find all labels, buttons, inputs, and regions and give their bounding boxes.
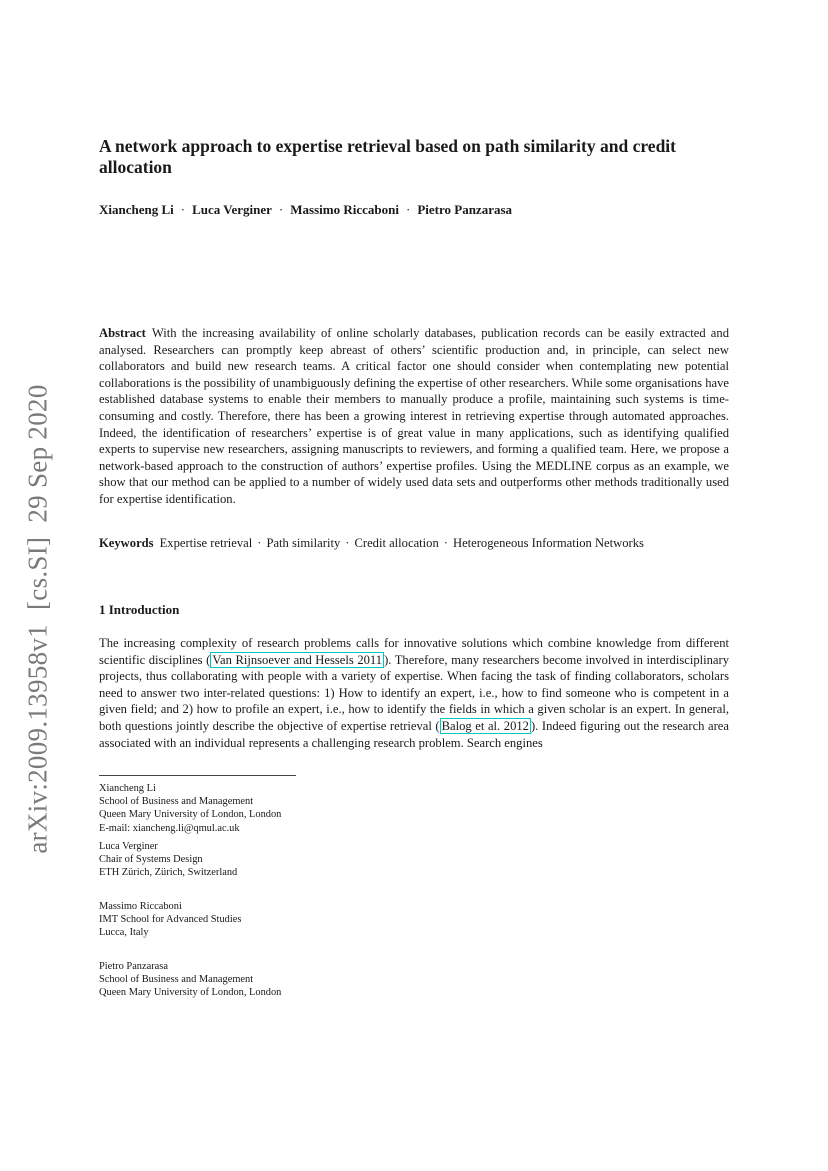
arxiv-category: [cs.SI]	[22, 536, 53, 611]
footnote-divider	[99, 775, 296, 776]
arxiv-id: arXiv:2009.13958v1	[22, 624, 53, 854]
affiliation-line: Queen Mary University of London, London	[99, 809, 282, 821]
arxiv-identifier-stamp	[23, 370, 54, 853]
affiliation-block	[99, 782, 399, 835]
affiliation-email: E-mail: xiancheng.li@qmul.ac.uk	[99, 822, 240, 834]
affiliation-name: Pietro Panzarasa	[99, 961, 168, 972]
abstract-text: With the increasing availability of online scholarly databases, publication records can be easily extracted and analysed. Researchers can promptly keep abreast of others’ scientific production and, in principle, can select new collaborators and build new research teams. A critical factor one should consider when contemplating new potential collaborations is the possibility of unambiguously defining the expertise of other researchers. While some organisations have established database systems to enable their members to manually produce a profile, maintaining such systems is time-consuming and costly. Therefore, there has been a growing interest in retrieving expertise through automated approaches. Indeed, the identification of researchers’ expertise is of great value in many applications, such as identifying qualified experts to supervise new researchers, assigning manuscripts to reviewers, and forming a qualified team. Here, we propose a network-based approach to the construction of authors’ expertise profiles. Using the MEDLINE corpus as an example, we show that our method can be applied to a number of widely used data sets and outperforms other methods traditionally used for expertise identification.	[99, 326, 729, 506]
author-separator: ·	[405, 202, 411, 217]
affiliation-line: School of Business and Management	[99, 974, 254, 986]
keywords	[99, 535, 729, 552]
author-list	[99, 202, 739, 218]
abstract-label: Abstract	[99, 326, 146, 340]
intro-text: ). Therefore, many researchers become involved in interdisciplinary projects, thus collaborating with people with a variety of expertise. When facing the task of finding collaborators, scholars need to answer two inter-related questions: 1) How to identify an expert, i.e., how to find someone who is competent in a given field; and 2) how to profile an expert, i.e., how to identify the fields in which a given scholar is an expert. In general, both questions jointly describe the objective of expertise retrieval (	[99, 652, 729, 733]
keyword: Credit allocation	[354, 536, 439, 550]
introduction-paragraph	[99, 635, 729, 751]
abstract	[99, 325, 729, 508]
affiliation-line: School of Business and Management	[99, 796, 254, 808]
affiliation-line: Queen Mary University of London, London	[99, 987, 282, 999]
citation-link[interactable]: Van Rijnsoever and Hessels 2011	[212, 652, 383, 667]
keywords-label: Keywords	[99, 536, 154, 550]
paper-title: A network approach to expertise retrieval based on path similarity and credit allocation	[99, 136, 676, 177]
affiliation-name: Massimo Riccaboni	[99, 901, 182, 912]
citation-link[interactable]: Balog et al. 2012	[441, 718, 529, 733]
author-name: Pietro Panzarasa	[417, 202, 513, 217]
affiliation-name: Xiancheng Li	[99, 783, 156, 794]
keyword: Heterogeneous Information Networks	[452, 536, 644, 550]
intro-text: ). Indeed figuring out the research area associated with an individual represents a challenging research problem. Search engines	[99, 718, 729, 750]
keyword: Path similarity	[266, 536, 341, 550]
affiliation-block	[99, 900, 399, 940]
affiliation-line: ETH Zürich, Zürich, Switzerland	[99, 867, 238, 879]
keyword: Expertise retrieval	[159, 536, 253, 550]
author-separator: ·	[278, 202, 284, 217]
affiliation-name: Luca Verginer	[99, 841, 158, 852]
author-name: Xiancheng Li	[99, 202, 174, 217]
section-heading-introduction: 1 Introduction	[99, 602, 180, 617]
author-name: Massimo Riccaboni	[290, 202, 399, 217]
arxiv-date: 29 Sep 2020	[22, 384, 53, 523]
affiliation-line: IMT School for Advanced Studies	[99, 914, 242, 926]
affiliation-block	[99, 960, 399, 1000]
intro-text: The increasing complexity of research problems calls for innovative solutions which combine knowledge from different scientific disciplines (	[99, 636, 729, 667]
keyword-separator: ·	[443, 536, 448, 550]
affiliation-line: Chair of Systems Design	[99, 854, 203, 866]
keyword-separator: ·	[257, 536, 262, 550]
keyword-separator: ·	[345, 536, 350, 550]
affiliation-line: Lucca, Italy	[99, 927, 149, 939]
author-separator: ·	[180, 202, 186, 217]
author-name: Luca Verginer	[192, 202, 272, 217]
affiliation-block	[99, 840, 399, 880]
